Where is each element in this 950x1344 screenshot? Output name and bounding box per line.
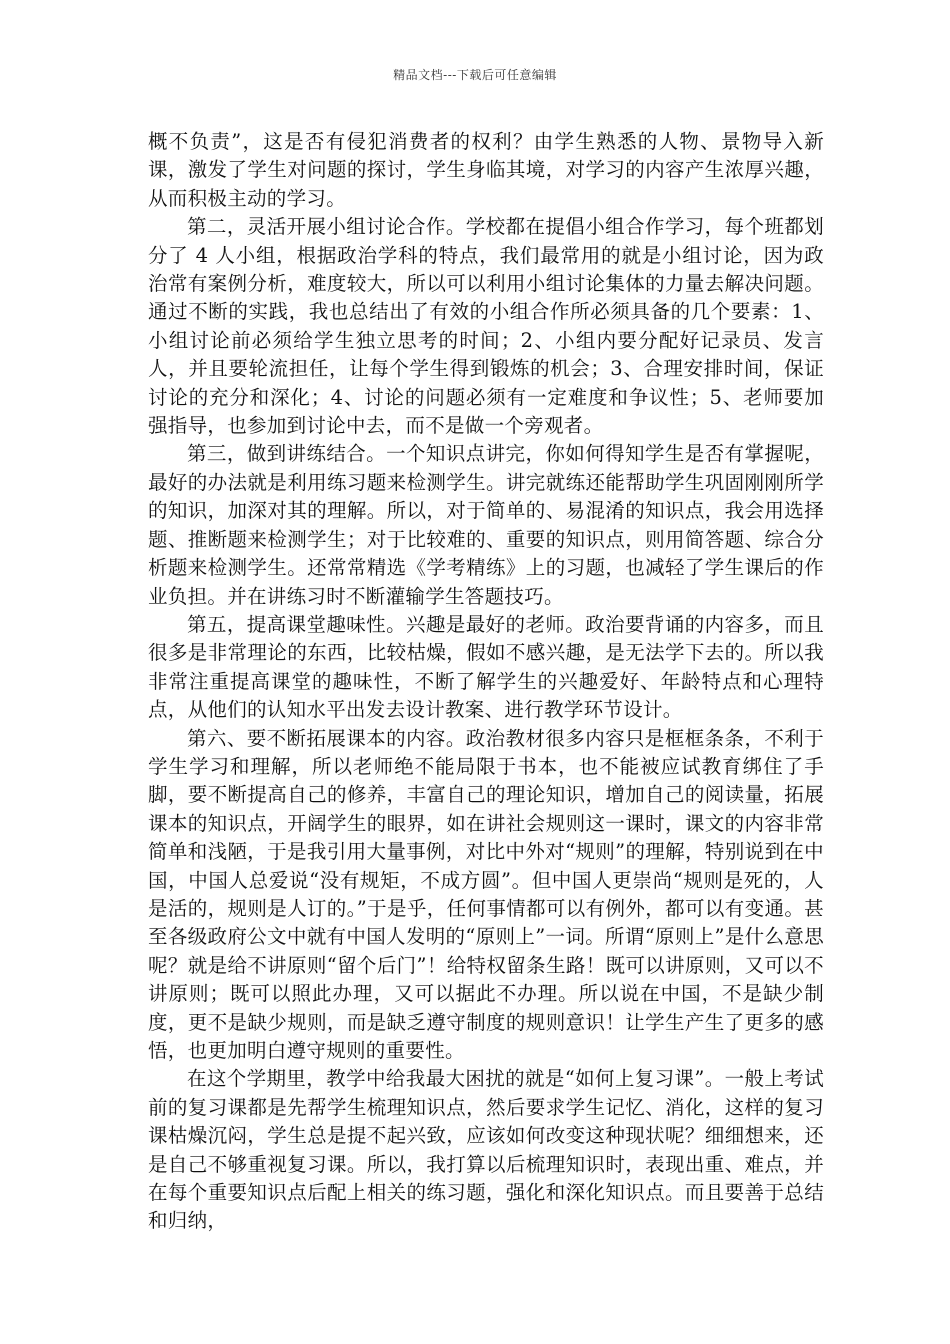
paragraph-5: 第六、要不断拓展课本的内容。政治教材很多内容只是框框条条，不利于学生学习和理解，所以老师绝不能局限于书本，也不能被应试教育绑住了手脚，要不断提高自己的修养，丰富自己的理论知识，增加自己的阅读量，拓展课本的知识点，开阔学生的眼界，如在讲社会规则这一课时，课文的内容非常简单和浅陋，于是我引用大量事例，对比中外对“规则”的理解，特别说到在中国，中国人总爱说“没有规矩，不成方圆”。但中国人更崇尚“规则是死的，人是活的，规则是人订的。”于是乎，任何事情都可以有例外，都可以有变通。甚至各级政府公文中就有中国人发明的“原则上”一词。所谓“原则上”是什么意思呢？就是给不讲原则“留个后门”！给特权留条生路！既可以讲原则，又可以不讲原则；既可以照此办理，又可以据此不办理。所以说在中国，不是缺少制度，更不是缺少规则，而是缺乏遵守制度的规则意识！让学生产生了更多的感悟，也更加明白遵守规则的重要性。 bbox=[148, 726, 824, 1062]
paragraph-4: 第五，提高课堂趣味性。兴趣是最好的老师。政治要背诵的内容多，而且很多是非常理论的东西，比较枯燥，假如不感兴趣，是无法学下去的。所以我非常注重提高课堂的趣味性，不断了解学生的兴趣爱好、年龄特点和心理特点，从他们的认知水平出发去设计教案、进行教学环节设计。 bbox=[148, 612, 824, 722]
paragraph-1: 概不负责”，这是否有侵犯消费者的权利？由学生熟悉的人物、景物导入新课，激发了学生对问题的探讨，学生身临其境，对学习的内容产生浓厚兴趣，从而积极主动的学习。 bbox=[148, 130, 824, 210]
document-body bbox=[148, 128, 824, 1236]
paragraph-6: 在这个学期里，教学中给我最大困扰的就是“如何上复习课”。一般上考试前的复习课都是先帮学生梳理知识点，然后要求学生记忆、消化，这样的复习课枯燥沉闷，学生总是提不起兴致，应该如何改变这种现状呢？细细想来，还是自己不够重视复习课。所以，我打算以后梳理知识时，表现出重、难点，并在每个重要知识点后配上相关的练习题，强化和深化知识点。而且要善于总结和归纳， bbox=[148, 1067, 824, 1233]
paragraph-3: 第三，做到讲练结合。一个知识点讲完，你如何得知学生是否有掌握呢，最好的办法就是利用练习题来检测学生。讲完就练还能帮助学生巩固刚刚所学的知识，加深对其的理解。所以，对于简单的、易混淆的知识点，我会用选择题、推断题来检测学生；对于比较难的、重要的知识点，则用简答题、综合分析题来检测学生。还常常精选《学考精练》上的习题，也减轻了学生课后的作业负担。并在讲练习时不断灌输学生答题技巧。 bbox=[148, 442, 824, 608]
paragraph-2: 第二，灵活开展小组讨论合作。学校都在提倡小组合作学习，每个班都划分了 4 人小组，根据政治学科的特点，我们最常用的就是小组讨论，因为政治常有案例分析，难度较大，所以可以利用小组讨论集体的力量去解决问题。通过不断的实践，我也总结出了有效的小组合作所必须具备的几个要素：1、小组讨论前必须给学生独立思考的时间；2、小组内要分配好记录员、发言人，并且要轮流担任，让每个学生得到锻炼的机会；3、合理安排时间，保证讨论的充分和深化；4、讨论的问题必须有一定难度和争议性；5、老师要加强指导，也参加到讨论中去，而不是做一个旁观者。 bbox=[148, 215, 824, 438]
page-header: 精品文档---下载后可任意编辑 bbox=[393, 68, 557, 82]
